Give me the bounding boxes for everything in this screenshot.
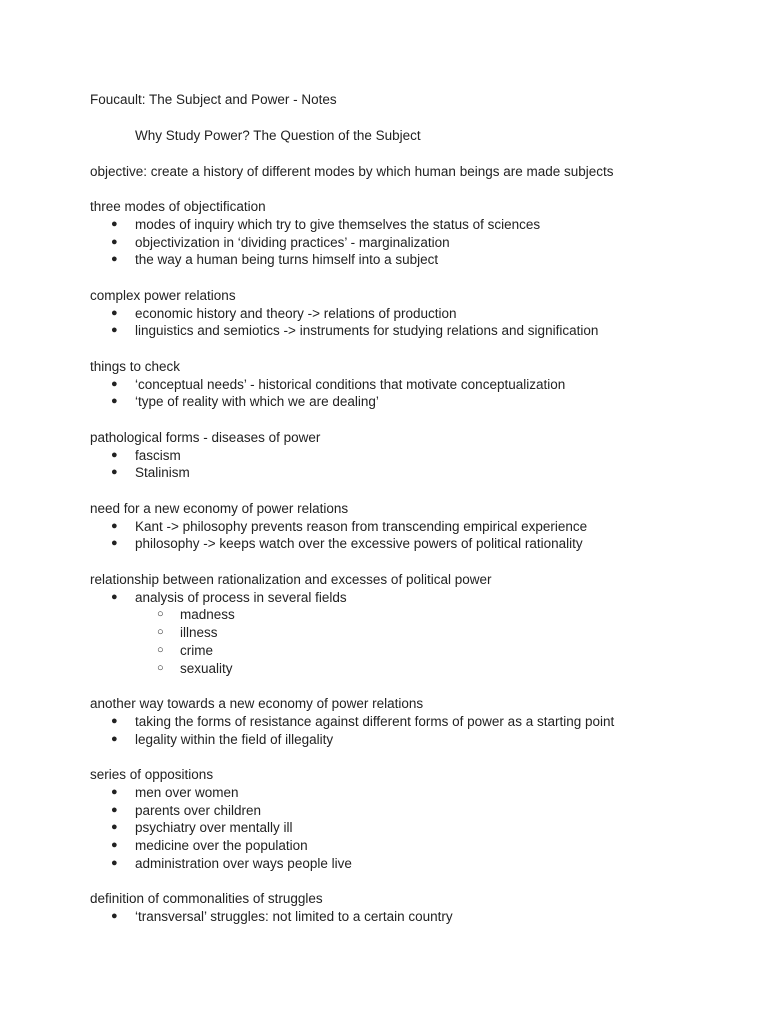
hollow-bullet-icon: ○ — [157, 661, 164, 674]
section-subtitle: Why Study Power? The Question of the Subject — [135, 127, 421, 143]
list-item-text: modes of inquiry which try to give themselves the status of sciences — [135, 216, 541, 232]
sub-list-item-text: illness — [180, 625, 218, 641]
bullet-icon: ● — [111, 448, 118, 461]
bullet-icon: ● — [111, 732, 118, 745]
list-item — [90, 837, 730, 855]
list-item — [90, 447, 730, 465]
sub-list-item-text: sexuality — [180, 660, 233, 676]
bullet-icon: ● — [111, 306, 118, 319]
list-item — [90, 535, 730, 553]
hollow-bullet-icon: ○ — [157, 643, 164, 656]
list-item — [90, 855, 730, 873]
bullet-icon: ● — [111, 466, 118, 479]
sub-list-item — [90, 606, 730, 624]
bullet-icon: ● — [111, 395, 118, 408]
list-item — [90, 784, 730, 802]
section-heading: another way towards a new economy of power relations — [90, 696, 424, 712]
bullet-icon: ● — [111, 785, 118, 798]
section-things-to-check — [90, 358, 730, 411]
list-item — [90, 518, 730, 536]
section-heading: things to check — [90, 358, 181, 374]
list-item-text: fascism — [135, 447, 181, 463]
list-item — [90, 464, 730, 482]
list-item-text: ‘transversal’ struggles: not limited to a certain country — [135, 909, 453, 925]
list-item — [90, 731, 730, 749]
bullet-icon: ● — [111, 377, 118, 390]
sub-list-item — [90, 624, 730, 642]
list-item-text: administration over ways people live — [135, 856, 352, 872]
section-another-way — [90, 695, 730, 748]
document-page — [90, 91, 730, 944]
section-new-economy-of-power — [90, 500, 730, 553]
bullet-icon: ● — [111, 235, 118, 248]
section-heading: need for a new economy of power relations — [90, 500, 349, 516]
list-item — [90, 393, 730, 411]
bullet-icon: ● — [111, 217, 118, 230]
list-item-text: the way a human being turns himself into a subject — [135, 252, 439, 268]
bullet-icon: ● — [111, 519, 118, 532]
list-item-text: analysis of process in several fields — [135, 589, 347, 605]
bullet-icon: ● — [111, 910, 118, 923]
sub-list-item-text: madness — [180, 607, 235, 623]
section-heading: three modes of objectification — [90, 198, 266, 214]
list-item — [90, 322, 730, 340]
list-item — [90, 216, 730, 234]
section-modes-of-objectification — [90, 198, 730, 269]
section-series-of-oppositions — [90, 766, 730, 873]
list-item — [90, 589, 730, 607]
list-item — [90, 908, 730, 926]
bullet-icon: ● — [111, 803, 118, 816]
section-heading: series of oppositions — [90, 767, 214, 783]
sub-list-item-text: crime — [180, 642, 213, 658]
section-pathological-forms — [90, 429, 730, 482]
list-item-text: Kant -> philosophy prevents reason from transcending empirical experience — [135, 518, 588, 534]
section-rationalization-and-power — [90, 571, 730, 678]
section-heading: definition of commonalities of struggles — [90, 891, 323, 907]
list-item-text: medicine over the population — [135, 838, 308, 854]
bullet-icon: ● — [111, 821, 118, 834]
list-item-text: parents over children — [135, 802, 262, 818]
list-item — [90, 251, 730, 269]
list-item-text: philosophy -> keeps watch over the excessive powers of political rationality — [135, 536, 583, 552]
sub-list-item — [90, 660, 730, 678]
hollow-bullet-icon: ○ — [157, 608, 164, 621]
section-complex-power-relations — [90, 287, 730, 340]
objective-line: objective: create a history of different modes by which human beings are made subjects — [90, 163, 614, 179]
section-heading: complex power relations — [90, 287, 236, 303]
list-item — [90, 713, 730, 731]
list-item — [90, 802, 730, 820]
list-item-text: men over women — [135, 784, 239, 800]
hollow-bullet-icon: ○ — [157, 626, 164, 639]
section-heading: pathological forms - diseases of power — [90, 429, 321, 445]
list-item-text: linguistics and semiotics -> instruments for studying relations and signification — [135, 323, 599, 339]
list-item-text: legality within the field of illegality — [135, 731, 334, 747]
bullet-icon: ● — [111, 714, 118, 727]
list-item-text: ‘conceptual needs’ - historical conditions that motivate conceptualization — [135, 376, 566, 392]
list-item-text: taking the forms of resistance against different forms of power as a starting point — [135, 713, 615, 729]
list-item-text: objectivization in ‘dividing practices’ - marginalization — [135, 234, 450, 250]
list-item-text: Stalinism — [135, 465, 190, 481]
list-item-text: economic history and theory -> relations of production — [135, 305, 457, 321]
bullet-icon: ● — [111, 590, 118, 603]
list-item-text: ‘type of reality with which we are dealing’ — [135, 394, 379, 410]
document-title: Foucault: The Subject and Power - Notes — [90, 92, 337, 107]
bullet-icon: ● — [111, 839, 118, 852]
list-item — [90, 234, 730, 252]
bullet-icon: ● — [111, 253, 118, 266]
bullet-icon: ● — [111, 537, 118, 550]
sub-list-item — [90, 642, 730, 660]
list-item-text: psychiatry over mentally ill — [135, 820, 293, 836]
section-heading: relationship between rationalization and excesses of political power — [90, 571, 492, 587]
bullet-icon: ● — [111, 324, 118, 337]
section-commonalities-of-struggles — [90, 890, 730, 926]
list-item — [90, 376, 730, 394]
bullet-icon: ● — [111, 857, 118, 870]
list-item — [90, 819, 730, 837]
list-item — [90, 305, 730, 323]
